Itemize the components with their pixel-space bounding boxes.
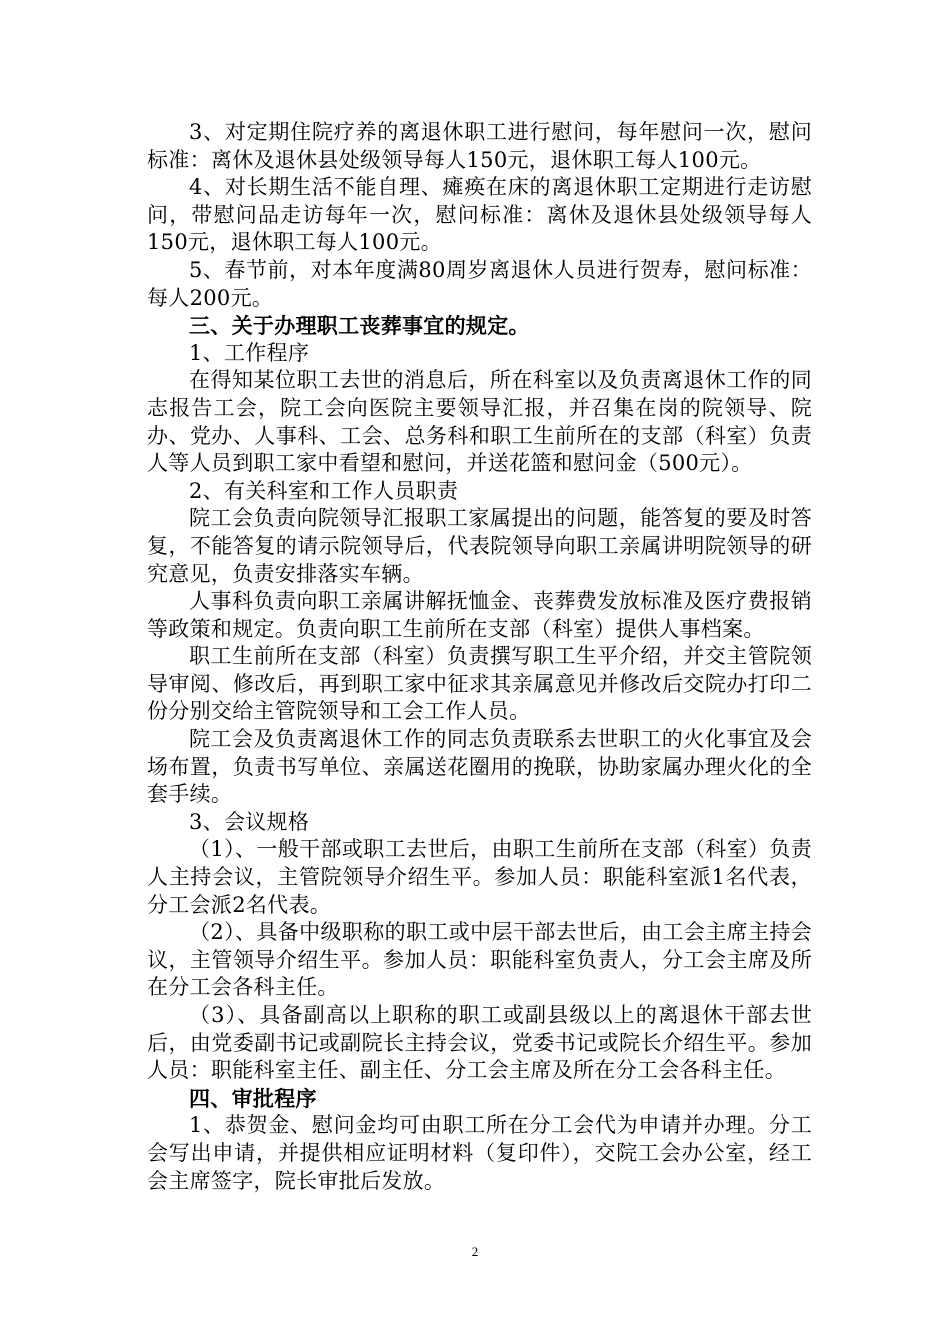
paragraph-item-3: 3、对定期住院疗养的离退休职工进行慰问，每年慰问一次，慰问标准：离休及退休县处级领导每人150元，退休职工每人100元。 bbox=[147, 120, 812, 172]
paragraph-meeting-spec-1: （1）、一般干部或职工去世后，由职工生前所在支部（科室）负责人主持会议，主管院领导介绍生平。参加人员：职能科室派1名代表，分工会派2名代表。 bbox=[147, 837, 812, 917]
paragraph-meeting-spec-3: （3）、具备副高以上职称的职工或副县级以上的离退休干部去世后，由党委副书记或副院长主持会议，党委书记或院长介绍生平。参加人员：职能科室主任、副主任、分工会主席及所在分工会各科主任。 bbox=[147, 1003, 812, 1083]
section-heading-funeral: 三、关于办理职工丧葬事宜的规定。 bbox=[189, 313, 530, 339]
paragraph-item-4: 4、对长期生活不能自理、瘫痪在床的离退休职工定期进行走访慰问，带慰问品走访每年一次，慰问标准：离休及退休县处级领导每人150元，退休职工每人100元。 bbox=[147, 175, 812, 255]
subheading-responsibilities: 2、有关科室和工作人员职责 bbox=[189, 478, 459, 503]
paragraph-approval-1: 1、恭贺金、慰问金均可由职工所在分工会代为申请并办理。分工会写出申请，并提供相应证明材料（复印件），交院工会办公室，经工会主席签字，院长审批后发放。 bbox=[147, 1113, 812, 1193]
paragraph-meeting-spec-2: （2）、具备中级职称的职工或中层干部去世后，由工会主席主持会议，主管领导介绍生平。参加人员：职能科室负责人，分工会主席及所在分工会各科主任。 bbox=[147, 920, 812, 1000]
subheading-meeting-spec: 3、会议规格 bbox=[189, 809, 310, 834]
page-number: 2 bbox=[471, 1244, 479, 1259]
paragraph-cremation-duty: 院工会及负责离退休工作的同志负责联系去世职工的火化事宜及会场布置，负责书写单位、亲属送花圈用的挽联，协助家属办理火化的全套手续。 bbox=[147, 727, 812, 807]
section-heading-approval: 四、审批程序 bbox=[189, 1085, 317, 1111]
document-body bbox=[147, 119, 812, 1195]
paragraph-work-procedure: 在得知某位职工去世的消息后，所在科室以及负责离退休工作的同志报告工会，院工会向医院主要领导汇报，并召集在岗的院领导、院办、党办、人事科、工会、总务科和职工生前所在的支部（科室）负责人等人员到职工家中看望和慰问，并送花篮和慰问金（500元）。 bbox=[147, 368, 812, 476]
paragraph-union-duty: 院工会负责向院领导汇报职工家属提出的问题，能答复的要及时答复，不能答复的请示院领导后，代表院领导向职工亲属讲明院领导的研究意见，负责安排落实车辆。 bbox=[147, 506, 812, 586]
paragraph-branch-duty: 职工生前所在支部（科室）负责撰写职工生平介绍，并交主管院领导审阅、修改后，再到职工家中征求其亲属意见并修改后交院办打印二份分别交给主管院领导和工会工作人员。 bbox=[147, 644, 812, 724]
paragraph-item-5: 5、春节前，对本年度满80周岁离退休人员进行贺寿，慰问标准：每人200元。 bbox=[147, 257, 812, 310]
paragraph-hr-duty: 人事科负责向职工亲属讲解抚恤金、丧葬费发放标准及医疗费报销等政策和规定。负责向职工生前所在支部（科室）提供人事档案。 bbox=[147, 589, 812, 641]
subheading-work-procedure: 1、工作程序 bbox=[189, 340, 310, 365]
